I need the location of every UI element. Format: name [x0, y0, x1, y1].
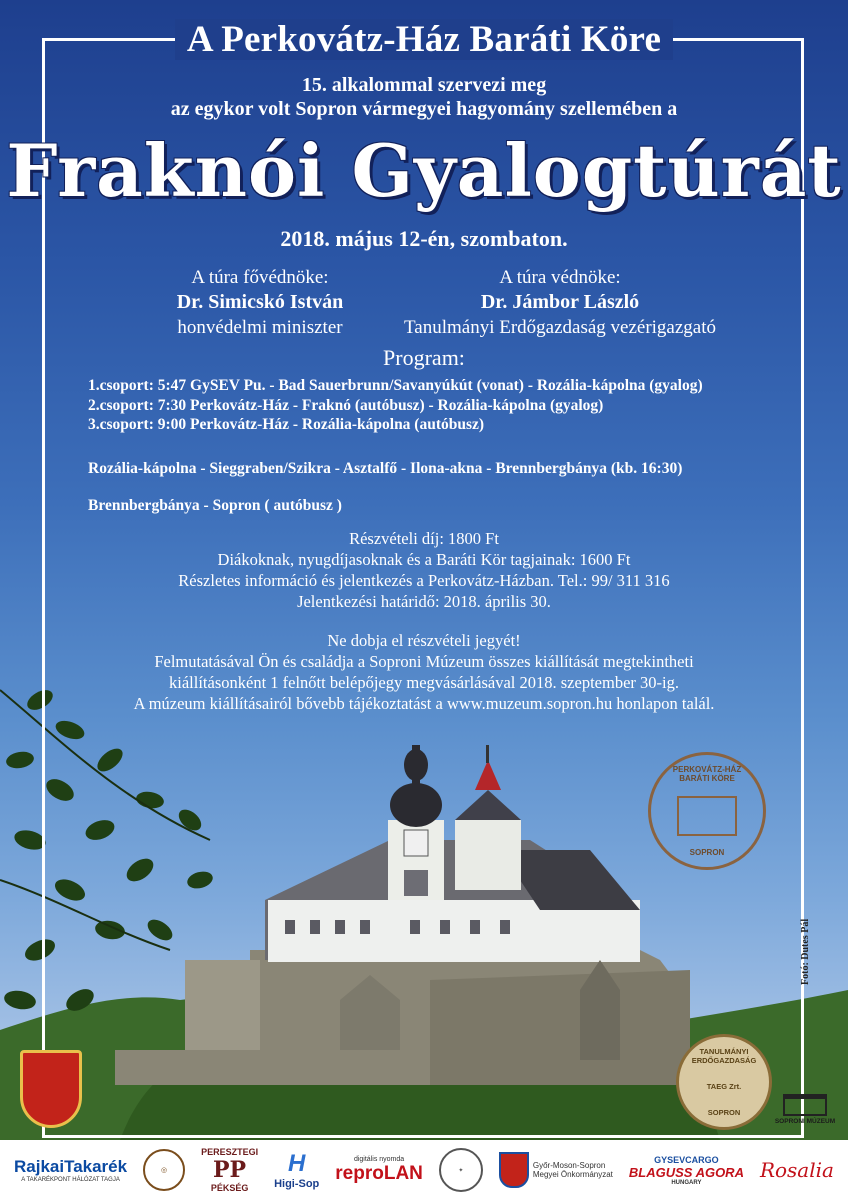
rajkai-sub: A TAKARÉKPONT HÁLÓZAT TAGJA — [21, 1177, 120, 1183]
rosalia-logo: Rosalia — [759, 1158, 834, 1182]
museum-logo — [770, 1094, 840, 1125]
photo-credit: Fotó: Dutes Pál — [800, 918, 811, 985]
patron-right — [380, 265, 740, 340]
program-route: Rozália-kápolna - Sieggraben/Szikra - Asztalfő - Ilona-akna - Brennbergbánya (kb. 16:30) — [88, 460, 683, 477]
patron-right-name: Dr. Jámbor László — [480, 291, 640, 313]
discount-value: 1600 Ft — [579, 550, 631, 569]
poster-title: A Perkovátz-Ház Baráti Köre — [0, 18, 848, 61]
peresztegi-label: PERESZTEGI — [201, 1147, 259, 1157]
pekseg-mark-icon: PP — [213, 1157, 247, 1183]
patron-right-title: Tanulmányi Erdőgazdaság vezérigazgató — [403, 317, 717, 338]
pekseg-label: PÉKSÉG — [210, 1183, 249, 1193]
gysev-label: GYSEVCARGO — [654, 1154, 719, 1165]
notice-line-1: Ne dobja el részvételi jegyét! — [327, 631, 521, 650]
patron-left — [110, 265, 410, 340]
forestry-stamp-bottom: SOPRON — [707, 1108, 741, 1117]
forestry-stamp-top: TANULMÁNYI ERDŐGAZDASÁG — [691, 1047, 757, 1065]
notice-line-4: A múzeum kiállításairól bővebb tájékoztatást a www.muzeum.sopron.hu honlapon talál. — [133, 694, 715, 713]
discount-label: Diákoknak, nyugdíjasoknak és a Baráti Kör tagjainak: — [217, 550, 576, 569]
gyor-line-2: Megyei Önkormányzat — [532, 1170, 613, 1179]
municipal-seal-icon: ✦ — [439, 1148, 483, 1192]
museum-logo-label: SOPRONI MÚZEUM — [774, 1118, 836, 1125]
notice-line-2: Felmutatásával Ön és családja a Soproni Múzeum összes kiállítását megtekintheti — [154, 652, 694, 671]
program-return: Brennbergbánya - Sopron ( autóbusz ) — [88, 497, 342, 514]
subtitle-line-1: 15. alkalommal szervezi meg — [301, 74, 547, 96]
county-crest-icon — [499, 1152, 529, 1188]
patron-right-role: A túra védnöke: — [499, 267, 621, 288]
forestry-stamp-mid: TAEG Zrt. — [706, 1082, 742, 1091]
higi-sop-logo — [274, 1150, 319, 1190]
event-date: 2018. május 12-én, szombaton. — [280, 226, 568, 251]
forestry-stamp — [676, 1034, 772, 1130]
repro-name: reproLAN — [335, 1162, 423, 1184]
program-heading: Program: — [383, 345, 465, 370]
house-icon — [677, 796, 737, 836]
notice-block — [0, 630, 848, 714]
sopron-crest-icon — [20, 1050, 82, 1128]
program-group-3: 3.csoport: 9:00 Perkovátz-Ház - Rozália-kápolna (autóbusz) — [88, 416, 485, 433]
peresztegi-pekseg-logo — [201, 1147, 258, 1193]
patron-left-role: A túra fővédnöke: — [191, 267, 329, 288]
deadline-value: 2018. április 30. — [443, 592, 551, 611]
patron-left-title: honvédelmi miniszter — [177, 317, 343, 338]
subtitle-line-2: az egykor volt Sopron vármegyei hagyomány szellemében a — [170, 98, 678, 120]
hungary-label: HUNGARY — [671, 1179, 702, 1186]
club-stamp-bottom: SOPRON — [689, 848, 725, 857]
blaguss-label: BLAGUSS AGORA — [628, 1164, 744, 1180]
fees-block — [0, 528, 848, 612]
event-name: Fraknói Gyalogtúrát — [6, 128, 842, 213]
club-stamp-top: PERKOVÁTZ-HÁZ BARÁTI KÖRE — [672, 765, 742, 783]
program-group-2: 2.csoport: 7:30 Perkovátz-Ház - Fraknó (autóbusz) - Rozália-kápolna (gyalog) — [88, 397, 604, 414]
registration-info: Részletes információ és jelentkezés a Perkovátz-Házban. Tel.: 99/ 311 316 — [178, 571, 670, 590]
club-stamp — [648, 752, 766, 870]
museum-building-icon — [783, 1094, 827, 1116]
program-group-1: 1.csoport: 5:47 GySEV Pu. - Bad Sauerbrunn/Savanyúkút (vonat) - Rozália-kápolna (gyalog) — [88, 377, 703, 394]
gysev-blaguss-logo — [629, 1155, 744, 1186]
gyor-moson-sopron-logo — [499, 1152, 613, 1188]
gyor-line-1: Győr-Moson-Sopron — [532, 1161, 606, 1170]
fee-value: 1800 Ft — [448, 529, 499, 548]
repro-sub: digitális nyomda — [353, 1155, 405, 1163]
fee-label: Részvételi díj: — [349, 529, 444, 548]
higi-label: Higi-Sop — [274, 1178, 320, 1190]
rajkai-takarek-logo — [14, 1157, 127, 1183]
patron-left-name: Dr. Simicskó István — [176, 291, 344, 313]
reprolan-logo — [335, 1156, 423, 1185]
sponsor-bar — [0, 1140, 848, 1200]
bakery-seal-icon: ◎ — [143, 1149, 185, 1191]
notice-line-3: kiállításonként 1 felnőtt belépőjegy megvásárlásával 2018. szeptember 30-ig. — [169, 673, 679, 692]
deadline-label: Jelentkezési határidő: — [297, 592, 440, 611]
rajkai-name: RajkaiTakarék — [13, 1157, 128, 1176]
higi-h-icon: H — [288, 1150, 306, 1177]
